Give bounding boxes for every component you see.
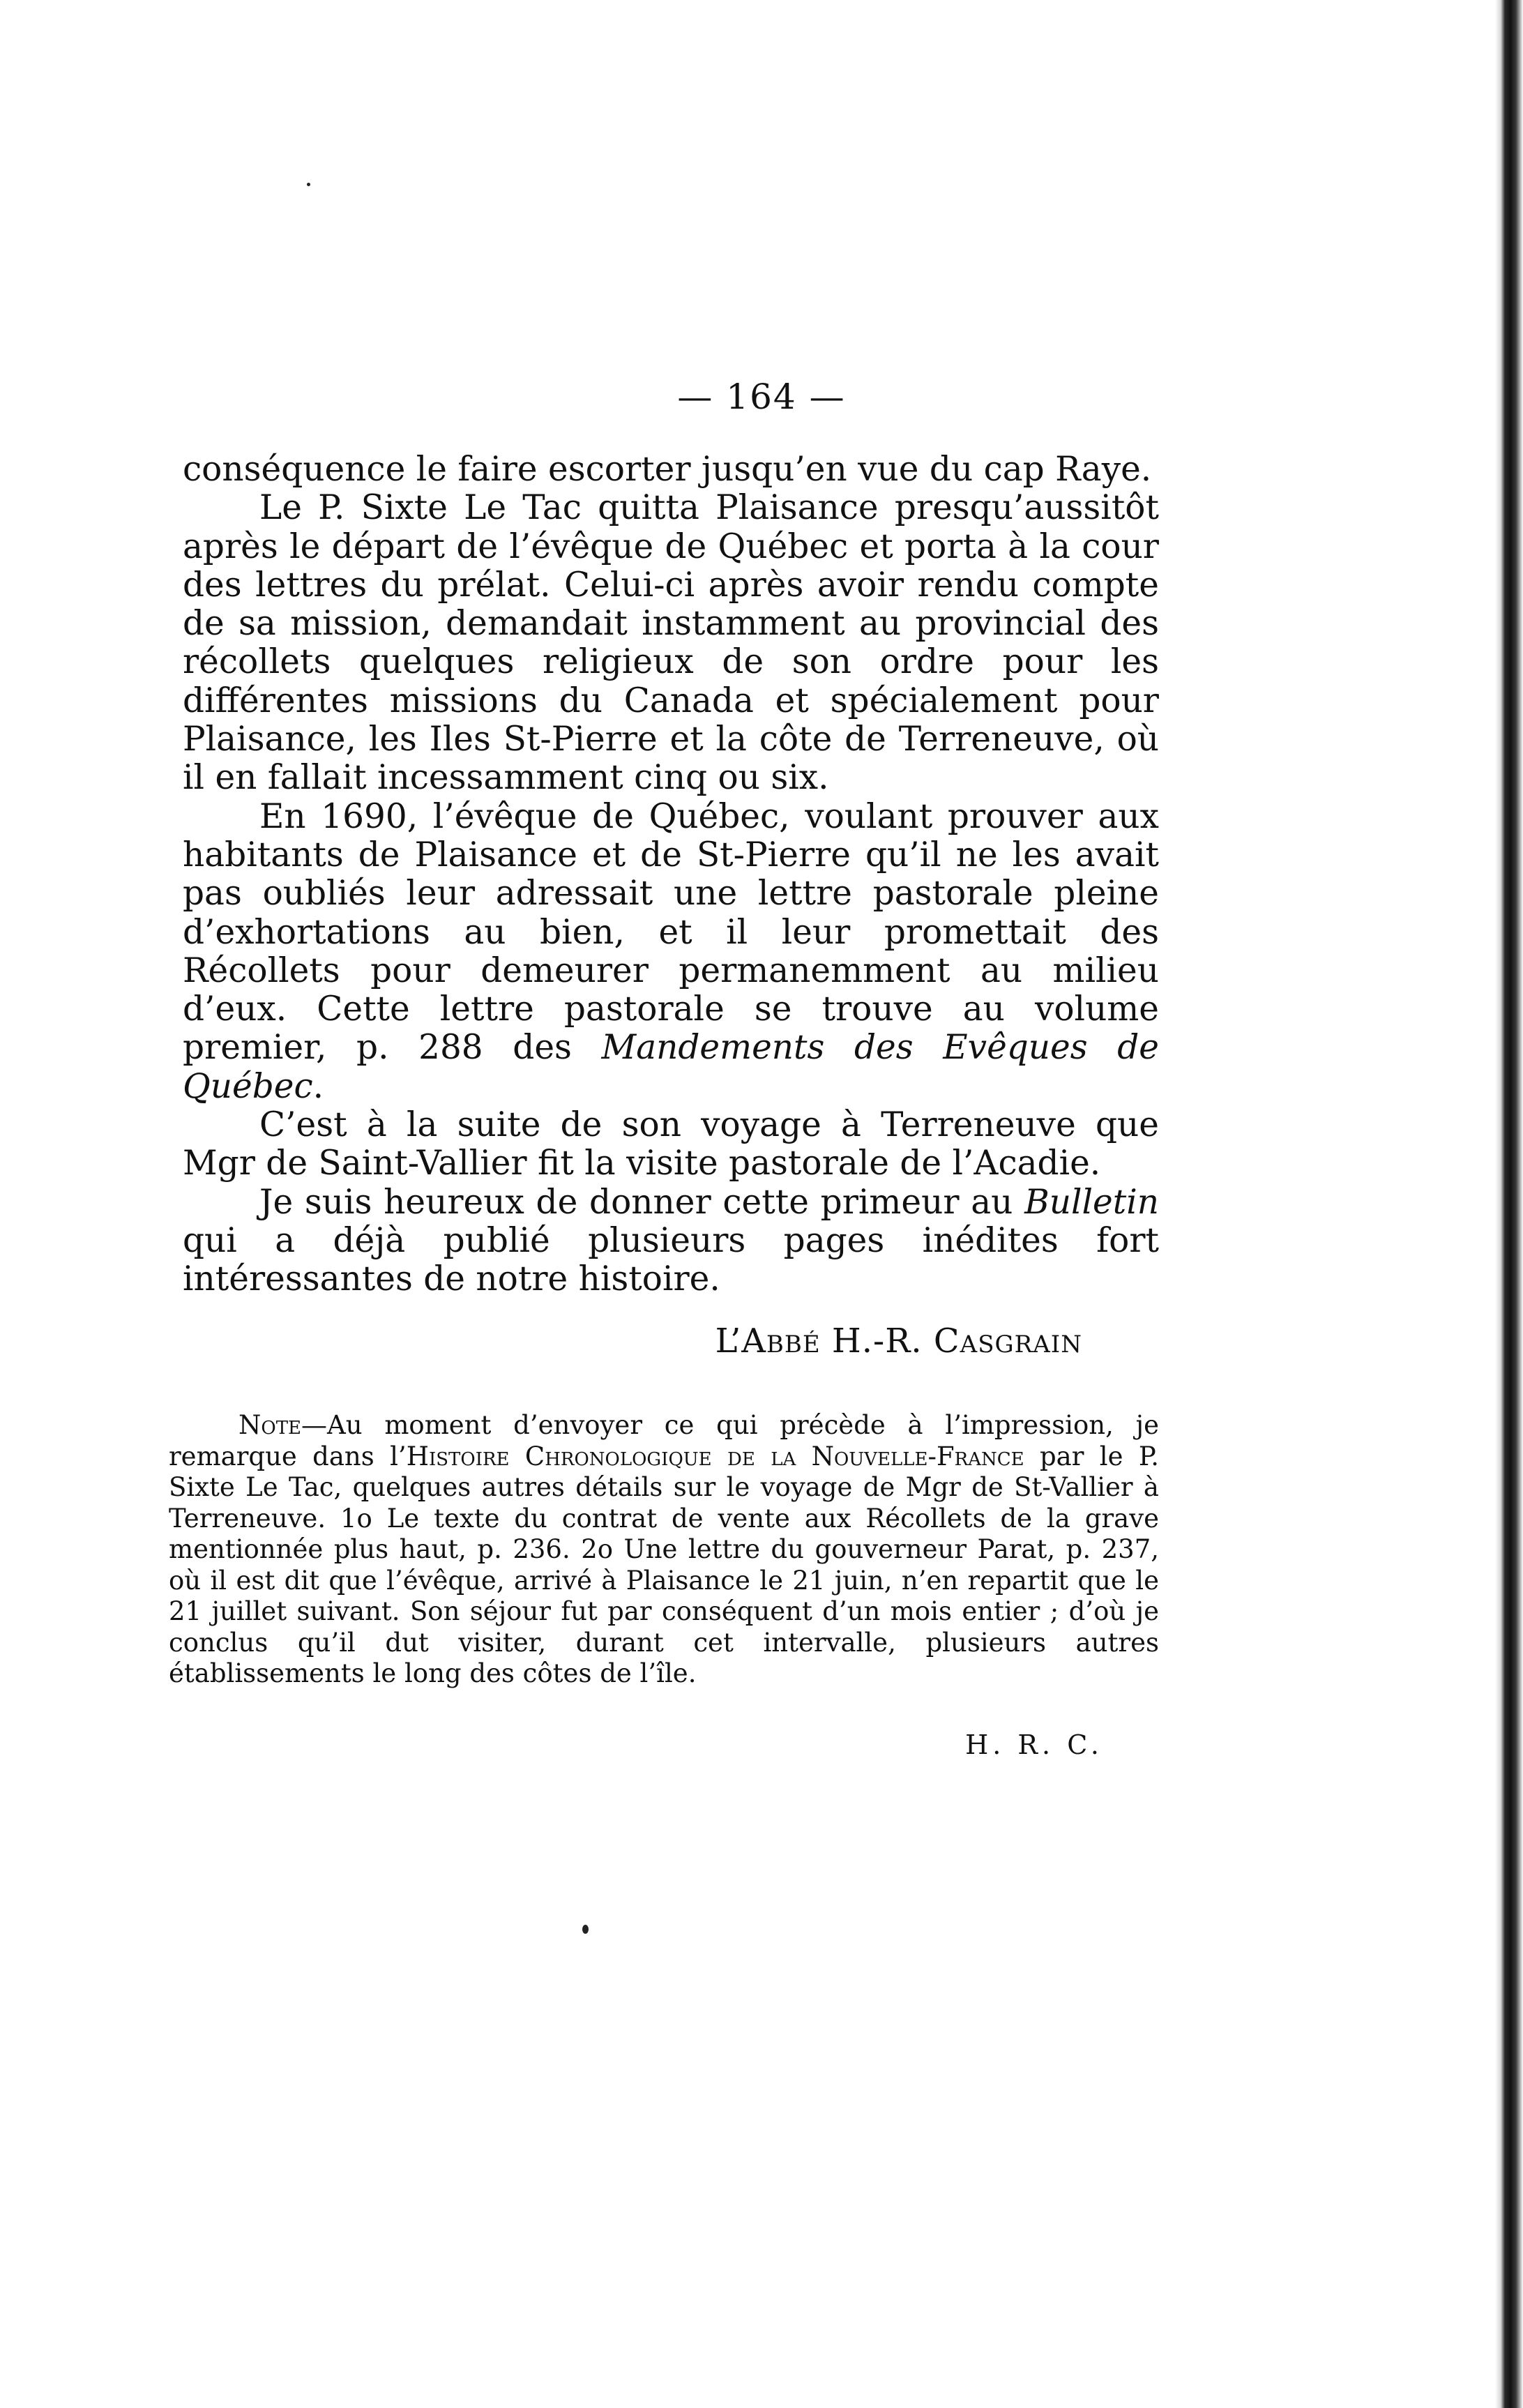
paragraph-3-text-after: .	[312, 1066, 324, 1106]
print-speck	[307, 183, 310, 186]
paragraph-5-text-before: Je suis heureux de donner cette primeur au	[259, 1182, 1025, 1222]
paragraph-1	[183, 450, 1159, 489]
paragraph-2-text: Le P. Sixte Le Tac quitta Plaisance presqu’aussitôt après le départ de l’évêque de Québec et porta à la cour des lettres du prélat. Celui-ci après avoir rendu compte de sa mission, demandait instamment au provincial des récollets quelques religieux de son ordre pour les différentes missions du Canada et spécialement pour Plaisance, les Iles St-Pierre et la côte de Terreneuve, où il en fallait incessamment cinq ou six.	[183, 488, 1159, 798]
footnote-book-title: Histoire Chronologique de la Nouvelle-France	[406, 1441, 1024, 1471]
paragraph-5	[183, 1183, 1159, 1299]
body-text	[183, 450, 1159, 1299]
page-number: — 164 —	[677, 377, 846, 417]
paragraph-5-italic-title: Bulletin	[1024, 1182, 1159, 1222]
author-signature: L’Abbé H.-R. Casgrain	[715, 1322, 1082, 1361]
footnote-lead: —Au moment d’envoyer ce qui précède à l’impression, je remarque dans l’	[169, 1410, 1159, 1471]
paragraph-4-text: C’est à la suite de son voyage à Terreneuve que Mgr de Saint-Vallier fit la visite pastorale de l’Acadie.	[183, 1105, 1159, 1183]
paragraph-5-text-after: qui a déjà publié plusieurs pages inédites fort intéressantes de notre histoire.	[183, 1220, 1159, 1299]
footnote-initials: H. R. C.	[965, 1729, 1103, 1760]
print-speck	[582, 1925, 589, 1934]
paragraph-3	[183, 798, 1159, 1106]
footnote-body: par le P. Sixte Le Tac, quelques autres détails sur le voyage de Mgr de St-Vallier à Terreneuve. 1o Le texte du contrat de vente aux Récollets de la grave mentionnée plus haut, p. 236. 2o Une lettre du gouverneur Parat, p. 237, où il est dit que l’évêque, arrivé à Plaisance le 21 juin, n’en repartit que le 21 juillet suivant. Son séjour fut par conséquent d’un mois entier ; d’où je conclus qu’il dut visiter, durant cet intervalle, plusieurs autres établissements le long des côtes de l’île.	[169, 1441, 1159, 1688]
page-binding-edge	[1495, 0, 1523, 2408]
paragraph-4	[183, 1106, 1159, 1183]
paragraph-2	[183, 489, 1159, 797]
paragraph-1-text: conséquence le faire escorter jusqu’en vue du cap Raye.	[183, 450, 1152, 489]
paragraph-3-text-before: En 1690, l’évêque de Québec, voulant prouver aux habitants de Plaisance et de St-Pierre qu’il ne les avait pas oubliés leur adressait une lettre pastorale pleine d’exhortations au bien, et il leur promettait des Récollets pour demeurer permanemment au milieu d’eux. Cette lettre pastorale se trouve au volume premier, p. 288 des	[183, 796, 1159, 1068]
paragraph-3-italic-title: Mandements des Evêques de Québec	[183, 1028, 1159, 1106]
footnote-label: Note	[238, 1410, 302, 1440]
footnote	[169, 1410, 1159, 1690]
